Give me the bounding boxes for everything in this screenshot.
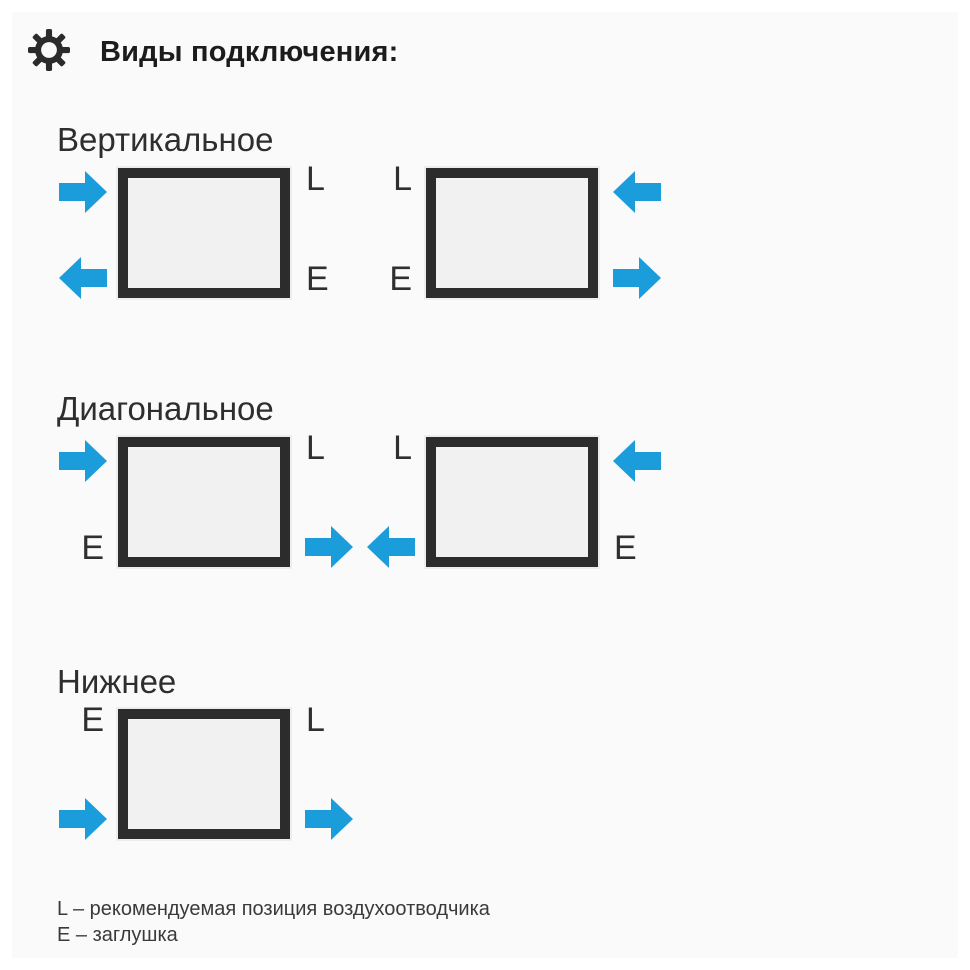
port-label-L: L [306,429,325,467]
page-title: Виды подключения: [100,36,399,68]
port-label-E: E [81,529,104,567]
flow-arrow-right-icon [58,439,108,483]
section-title: Диагональное [57,390,274,427]
radiator-box [426,168,598,298]
port-label-E: E [389,260,412,298]
flow-arrow-right-icon [304,525,354,569]
radiator-box [426,437,598,567]
port-label-L: L [306,701,325,739]
port-label-E: E [306,260,329,298]
section-title: Нижнее [57,663,177,700]
section-title: Вертикальное [57,121,274,158]
flow-arrow-left-icon [366,525,416,569]
flow-arrow-right-icon [304,797,354,841]
radiator-box [118,437,290,567]
flow-arrow-left-icon [612,439,662,483]
port-label-E: E [81,701,104,739]
port-label-L: L [306,160,325,198]
flow-arrow-left-icon [612,170,662,214]
legend-line: L – рекомендуемая позиция воздухоотводчика [57,898,490,920]
legend [57,896,490,948]
port-label-E: E [614,529,637,567]
radiator-box [118,709,290,839]
flow-arrow-right-icon [58,170,108,214]
port-label-L: L [393,160,412,198]
flow-arrow-left-icon [58,256,108,300]
port-label-L: L [393,429,412,467]
legend-line: E – заглушка [57,924,178,946]
flow-arrow-right-icon [58,797,108,841]
gear-icon [28,29,70,71]
flow-arrow-right-icon [612,256,662,300]
radiator-box [118,168,290,298]
